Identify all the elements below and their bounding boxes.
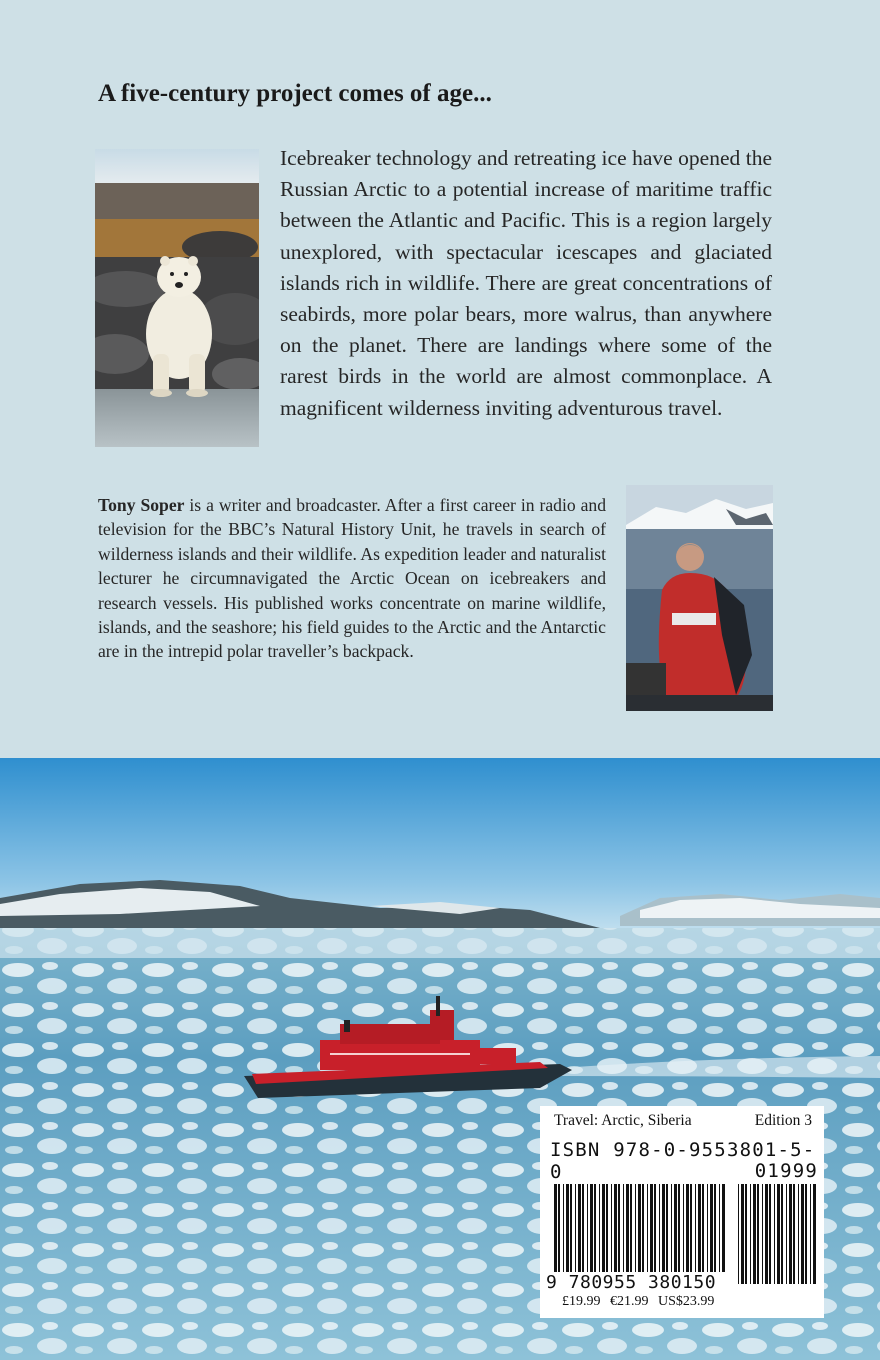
isbn-number: ISBN 978-0-9553801-5-0 <box>550 1139 816 1183</box>
isbn-barcode-panel <box>540 1106 824 1318</box>
price-list: £19.99 €21.99 US$23.99 <box>562 1294 715 1309</box>
author-bio <box>98 493 606 664</box>
book-category: Travel: Arctic, Siberia <box>554 1112 692 1129</box>
barcode-digits: 9 780955 380150 <box>546 1272 717 1293</box>
price-addon-code: 01999 <box>754 1160 818 1182</box>
tagline-heading: A five-century project comes of age... <box>98 80 492 107</box>
author-name: Tony Soper <box>98 495 185 515</box>
book-edition: Edition 3 <box>754 1112 812 1129</box>
polar-bear-photo <box>95 149 259 447</box>
author-bio-text: is a writer and broadcaster. After a first career in radio and television for the BBC’s Natural History Unit, he travels in search of wilderness islands and their wildlife. As expedition leader and naturalist lecturer he circumnavigated the Arctic Ocean on icebreakers and research vessels. His published works concentrate on marine wildlife, islands, and the seashore; his field guides to the Arctic and the Antarctic are in the intrepid polar traveller’s backpack. <box>98 495 606 662</box>
book-blurb: Icebreaker technology and retreating ice have opened the Russian Arctic to a potential increase of maritime traffic between the Atlantic and Pacific. This is a region largely unexplored, with spectacular icescapes and glaciated islands rich in wildlife. There are great concentrations of seabirds, more polar bears, more walrus, than anywhere on the planet. There are landings where some of the rarest birds in the world are almost commonplace. A magnificent wilderness inviting adventurous travel. <box>280 146 772 420</box>
author-photo <box>626 485 773 711</box>
